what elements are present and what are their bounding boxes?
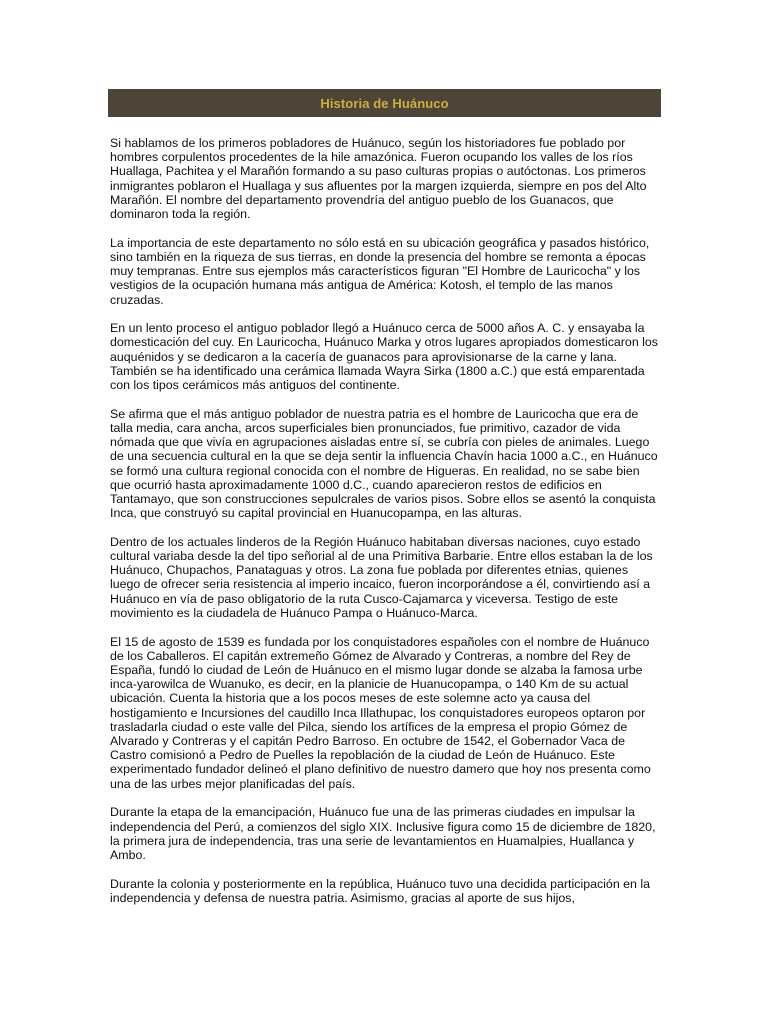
paragraph: Si hablamos de los primeros pobladores de Huánuco, según los historiadores fue poblado por hombres corpulentos procedentes de la hile amazónica. Fueron ocupando los valles de los ríos Huallaga, Pachitea y el Marañón formando a su paso culturas propias o autóctonas. Los primeros inmigrantes poblaron el Huallaga y sus afluentes por la margen izquierda, siempre en pos del Alto Marañón. El nombre del departamento provendría del antiguo pueblo de los Guanacos, que dominaron toda la región. [110, 136, 647, 222]
paragraph: En un lento proceso el antiguo poblador llegó a Huánuco cerca de 5000 años A. C. y ensayaba la domesticación del cuy. En Lauricocha, Huánuco Marka y otros lugares apropiados domesticaron los auquénidos y se dedicaron a la cacería de guanacos para aprovisionarse de la carne y lana. También se ha identificado una cerámica llamada Wayra Sirka (1800 a.C.) que está emparentada con los tipos cerámicos más antiguos del continente. [110, 321, 659, 393]
title-bar [108, 89, 661, 117]
paragraph: La importancia de este departamento no sólo está en su ubicación geográfica y pasados histórico, sino también en la riqueza de sus tierras, en donde la presencia del hombre se remonta a épocas muy tempranas. Entre sus ejemplos más característicos figuran "El Hombre de Lauricocha" y los vestigios de la ocupación humana más antigua de América: Kotosh, el templo de las manos cruzadas. [110, 235, 650, 307]
paragraph: Dentro de los actuales linderos de la Región Huánuco habitaban diversas naciones, cuyo estado cultural variaba desde la del tipo señorial al de una Primitiva Barbarie. Entre ellos estaban la de los Huánuco, Chupachos, Panataguas y otros. La zona fue poblada por diferentes etnias, quienes luego de ofrecer seria resistencia al imperio incaico, fueron incorporándose a él, convirtiendo así a Huánuco en vía de paso obligatorio de la ruta Cusco-Cajamarca y viceversa. Testigo de este movimiento es la ciudadela de Huánuco Pampa o Huánuco-Marca. [110, 534, 653, 620]
paragraph: Durante la etapa de la emancipación, Huánuco fue una de las primeras ciudades en impulsar la independencia del Perú, a comienzos del siglo XIX. Inclusive figura como 15 de diciembre de 1820, la primera jura de independencia, tras una serie de levantamientos en Huamalpies, Huallanca y Ambo. [110, 805, 656, 862]
article-body [110, 136, 658, 920]
page-title: Historia de Huánuco [320, 95, 449, 111]
paragraph: Durante la colonia y posteriormente en la república, Huánuco tuvo una decidida participación en la independencia y defensa de nuestra patria. Asimismo, gracias al aporte de sus hijos, [110, 876, 651, 905]
paragraph: El 15 de agosto de 1539 es fundada por los conquistadores españoles con el nombre de Huánuco de los Caballeros. El capitán extremeño Gómez de Alvarado y Contreras, a nombre del Rey de España, fundó lo ciudad de León de Huánuco en el mismo lugar donde se alzaba la famosa urbe inca-yarowilca de Wuanuko, es decir, en la planicie de Huanucopampa, o 140 Km de su actual ubicación. Cuenta la historia que a los pocos meses de este solemne acto ya causa del hostigamiento e Incursiones del caudillo Inca Illathupac, los conquistadores europeos optaron por trasladarla ciudad o este valle del Pilca, siendo los artífices de la empresa el propio Gómez de Alvarado y Contreras y el capitán Pedro Barroso. En octubre de 1542, el Gobernador Vaca de Castro comisionó a Pedro de Puelles la repoblación de la ciudad de León de Huánuco. Este experimentado fundador delineó el plano definitivo de nuestro damero que hoy nos presenta como una de las urbes mejor planificadas del país. [110, 634, 651, 791]
paragraph: Se afirma que el más antiguo poblador de nuestra patria es el hombre de Lauricocha que era de talla media, cara ancha, arcos superficiales bien pronunciados, fue primitivo, cazador de vida nómada que que vivía en agrupaciones aisladas entre sí, se cubría con pieles de animales. Luego de una secuencia cultural en la que se deja sentir la influencia Chavín hacia 1000 a.C., en Huánuco se formó una cultura regional conocida con el nombre de Higueras. En realidad, no se sabe bien que ocurrió hasta aproximadamente 1000 d.C., cuando aparecieron restos de edificios en Tantamayo, que son construcciones sepulcrales de varios pisos. Sobre ellos se asentó la conquista Inca, que construyó su capital provincial en Huanucopampa, en las alturas. [110, 406, 658, 521]
